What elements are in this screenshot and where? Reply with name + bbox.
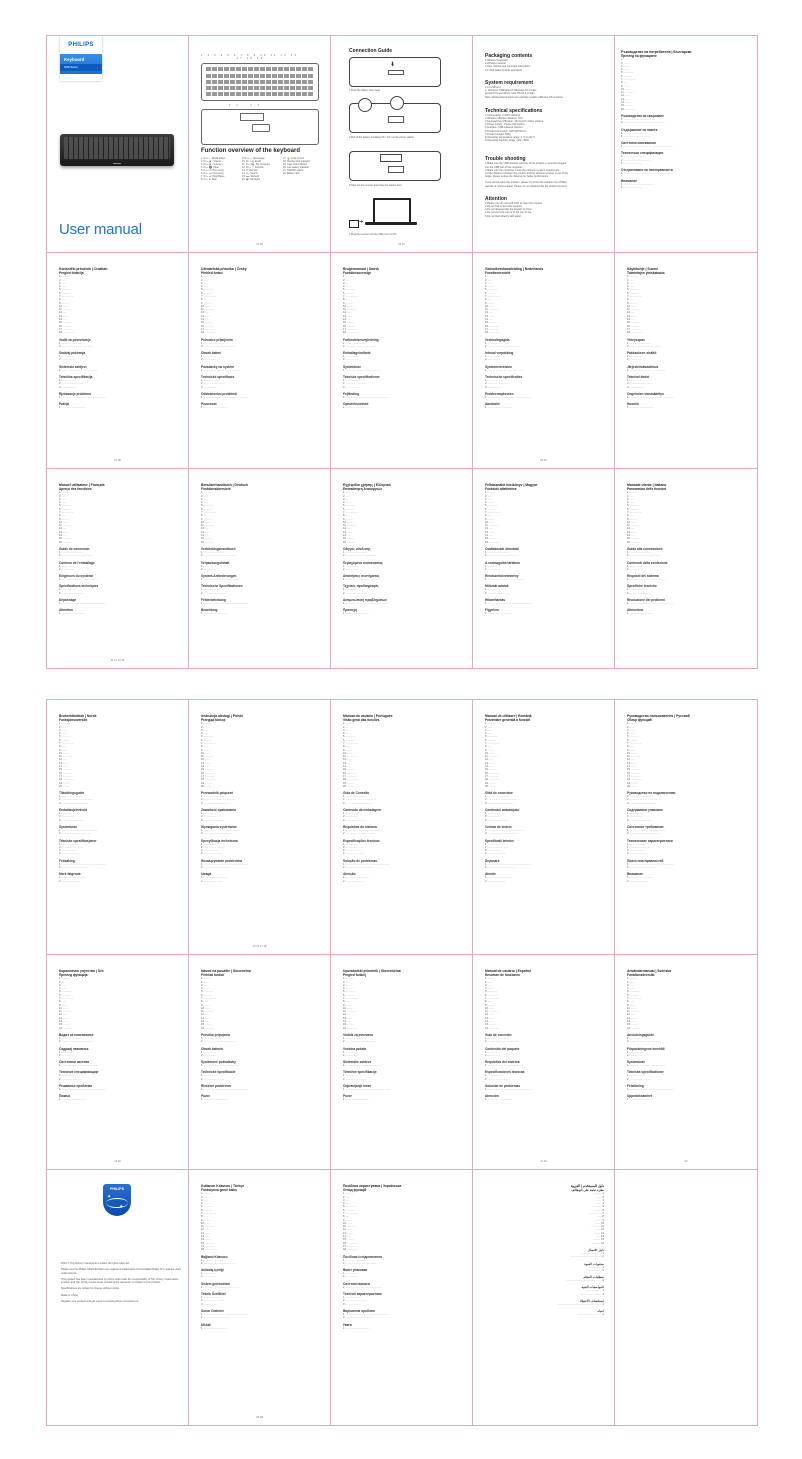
- step2-diagram: [349, 103, 441, 133]
- page-number: 09 10: [540, 459, 547, 462]
- step3-caption: 3.Take out the receiver and close the battery door.: [349, 184, 403, 187]
- page-lang-de: Benutzerhandbuch | Deutsch Funktionsübersicht 1 ............ 2 ...... 3 ...... 4 ........ 5 .............. 6 ............ 7 .................. 8 ...... 9 .......... 10 ........ 11 .............. 12 ...... 13 ........ 14 ...... 15 .......... 16 .............. Verbindungshandbuch 1 .............................. 2 ............................................ Verpackungsinhalt 1 .................. 2 .................. System-Anforderungen 1 .................................................. Technische Spezifikationen 1 ...................... 2 .............................. Fehlerbehebung 1 .............................................................. Beachtung 1 ..................................: [189, 469, 331, 668]
- model-number: SPK6307B: [64, 78, 74, 80]
- page-lang-sl: Uporabniški priročnik | Slovenščina Pregled funkcij 1 ............ 2 ...... 3 ...... 4 ........ 5 .............. 6 ............ 7 .................. 8 ...... 9 .......... 10 ........ 11 .............. 12 ...... 13 ........ 14 ...... 15 .......... 16 .............. Vodnik za povezavo 1 .............................. 2 ............................................ Vsebina paketa 1 .................. 2 .................. Sistemske zahteve 1 .................................................. Tehnične specifikacije 1 ...................... 2 .............................. Odpravljanje težav 1 .............................................................. Pozor 1 ..................................: [331, 955, 473, 1170]
- philips-badge: [60, 36, 102, 81]
- page-number: 23: [684, 1160, 688, 1163]
- legal-text: 2021 © Top Victory Investments Limited. All rights reserved. Philips and the Philips Shield Emblem are registered trademarks of Koninklijke Philips N.V. and are used under license. This product has been manufactured by and is sold under the responsibility of Top Victory Investments Limited, and Top Victory Investments Limited is the warrantor in relation to this product. Specifications are subject to change without notice. Made in China Register your product and get support at www.philips.com/welcome: [61, 1262, 181, 1304]
- page-lang-uk: Посібник користувача | Українська Огляд функцій 1 ............ 2 ...... 3 ...... 4 ........ 5 .............. 6 ............ 7 .................. 8 ...... 9 .......... 10 ........ 11 .............. 12 ...... 13 ........ 14 ...... 15 .......... 16 .............. 17 .............. 18 ................ Посібник із підключення 1 .............................. 2 ............................................ Вміст упаковки 1 .................. 2 .................. Системні вимоги 1 .................................................. Технічні характеристики 1 ...................... 2 .............................. 3 .................... Вирішення проблем 1 .............................................................. 2 ...................................... Увага 1 ..................................: [331, 1170, 473, 1425]
- page-lang-ar: دليل المستخدم | العربية نظرة عامة على الوظائف 1 ............ 2 ...... 3 ...... 4 ........ 5 .............. 6 ............ 7 .................. 8 ...... 9 .......... 10 ........ 11 .............. 12 ...... 13 ........ 14 ...... 15 .......... 16 .............. دليل الاتصال 1 .............................. 2 ............................................ محتويات العبوة 1 .................. 2 .................. متطلبات النظام 1 .................................................. المواصفات الفنية 1 ...................... 2 .............................. استكشاف الأخطاء 1 .............................................................. انتباه 1 ..................................: [473, 1170, 615, 1425]
- laptop-illustration: [373, 198, 411, 224]
- product-name: Keyboard: [64, 57, 85, 62]
- page-number: 21 22: [540, 1160, 547, 1163]
- page-lang-sk: Návod na použitie | Slovenčina Prehľad funkcií 1 ............ 2 ...... 3 ...... 4 ........ 5 .............. 6 ............ 7 .................. 8 ...... 9 .......... 10 ........ 11 .............. 12 ...... 13 ........ 14 ...... 15 .......... 16 .............. Príručka pripojenia 1 .............................. 2 ............................................ Obsah balenia 1 .................. 2 .................. Systémové požiadavky 1 .................................................. Technické špecifikácie 1 ...................... 2 .............................. Riešenie problémov 1 .............................................................. Pozor 1 ..................................: [189, 955, 331, 1170]
- keyboard-top-diagram: [201, 63, 319, 101]
- page-number: 07 08: [114, 459, 121, 462]
- page-number: 11 12 13 14: [110, 659, 125, 662]
- function-list: 1. Fn + ♪: Media player 2. Fn + 🔉: Volume - 3. Fn + 🔊: Volume + 4. Fn + 🔇: Mute 5. Fn + ⏮: Prev song 6. Fn + ⏭: Next song 7. Fn + ⏯: Play/Pause 8. Fn + ⏹: Stop 9. Fn + ⌂: Homepage 10. Fn + ✉: Email 11. Fn + 🖳: My computer 12. Fn + ☆: Favorite 13. ⟳: Refresh 14. 🔍: Search 15. ⟵: Refresh 16. ▦: Calculator 17. 🔒: Lock screen 18. Number lock indicator 19. Caps lock indicator 20. Low battery indicator 21. ON/OFF switch 22. Battery door: [201, 157, 311, 181]
- packaging-title: Packaging contents: [485, 53, 533, 59]
- page-function-overview: [189, 36, 331, 253]
- keyboard-bottom-diagram: [201, 109, 319, 145]
- page-blank: [615, 1170, 757, 1425]
- page-lang-pl: Instrukcja obsługi | Polski Przegląd funkcji 1 ............ 2 ...... 3 ...... 4 ........ 5 .............. 6 ............ 7 .................. 8 ...... 9 .......... 10 ........ 11 .............. 12 ...... 13 ........ 14 ...... 15 .......... 16 .............. 17 .............. 18 ................ 19 .......... 20 .......... Przewodnik połączeń 1 .............................. 2 ............................................ 3 ...................................... Zawartość opakowania 1 .................. 2 .................. 3 .............................. Wymagania systemowe 1 .................................................. 2 .......................................... Specyfikacja techniczna 1 ...................... 2 .............................. 3 .................... 4 .......................... Rozwiązywanie problemów 1 .............................................................. 2 ...................................... Uwaga 1 .................................. 2 .......................... 15 16 17 18: [189, 700, 331, 955]
- tech-spec-title: Technical specifications: [485, 107, 543, 114]
- step2-caption: 2.Pull off the battery insulating film. Turn on the power switch.: [349, 136, 414, 139]
- trouble-shooting-title: Trouble shooting: [485, 156, 526, 163]
- step1-diagram: ⬇: [349, 57, 441, 87]
- product-series: 3000 Series: [60, 64, 102, 71]
- page-lang-sr: Корисничко упутство | Srb Преглед функција 1 ............ 2 ...... 3 ...... 4 ........ 5 .............. 6 ............ 7 .................. 8 ...... 9 .......... 10 ........ 11 .............. 12 ...... 13 ........ 14 ...... 15 .......... 16 .............. Водич за повезивање 1 .............................. 2 ............................................ Садржај паковања 1 .................. 2 .................. Системски захтеви 1 .................................................. Техничке спецификације 1 ...................... 2 .............................. Решавање проблема 1 .............................................................. Пажња 1 .................................. 19 20: [47, 955, 189, 1170]
- page-lang-fi: Käyttöohje | Suomi Toimintojen yleiskatsaus 1 ............ 2 ...... 3 ...... 4 ........ 5 .............. 6 ............ 7 .................. 8 ...... 9 .......... 10 ........ 11 .............. 12 ...... 13 ........ 14 ...... 15 .......... 16 .............. 17 .............. 18 ................ Yhteysopas 1 .............................. 2 ............................................ Pakkauksen sisältö 1 .................. 2 .................. Järjestelmävaatimus 1 .................................................. Tekniset tiedot 1 ...................... 2 .............................. 3 .................... Ongelmien vianmääritys 1 .............................................................. Huomio 1 ..................................: [615, 253, 757, 469]
- page-connection-guide: [331, 36, 473, 253]
- page-lang-bg: Ръководство на потребителя | Български Преглед на функциите 1 ............ 2 .......... 3 .......... 4 ........ 5 .............. 6 ............ 7 .................. 8 ...... 9 .......... 10 ........ 11 .............. 12 ........ 13 ...... 14 ........ 15 .......... 16 .............. Ръководство за свързване 1 ............................................ 2 ........................................................... Съдържание на пакета 1 .......................... 2 ...................................... Системни изисквания 1 ...................................................................... Технически спецификации 1 ............................ 2 ...................................... 3 .......................... Отстраняване на неизправности 1 ...................................................................... Внимание 1 .......................................... 2 ..........................: [615, 36, 757, 253]
- page-lang-hu: Felhasználói kézikönyv | Magyar Funkciók áttekintése 1 ............ 2 ...... 3 ...... 4 ........ 5 .............. 6 ............ 7 .................. 8 ...... 9 .......... 10 ........ 11 .............. 12 ...... 13 ........ 14 ...... 15 .......... 16 .............. Csatlakozási útmutató 1 .............................. 2 ............................................ A csomagolás tartalma 1 .................. 2 .................. Rendszerkövetelmény 1 .................................................. Műszaki adatok 1 ...................... 2 .............................. Hibaelhárítás 1 .............................................................. Figyelem 1 ..................................: [473, 469, 615, 668]
- page-lang-cs: Uživatelská příručka | Česky Přehled funkcí 1 ............ 2 ...... 3 ...... 4 ........ 5 .............. 6 ............ 7 .................. 8 ...... 9 .......... 10 ........ 11 .............. 12 ...... 13 ........ 14 ...... 15 .......... 16 .............. 17 .............. 18 ................ Průvodce připojením 1 .............................. 2 ............................................ Obsah balení 1 .................. 2 .................. Požadavky na systém 1 .................................................. Technické specifikace 1 ...................... 2 .............................. 3 .................... Odstraňování problémů 1 .............................................................. Pozornost 1 ..................................: [189, 253, 331, 469]
- page-lang-it: Manuale utente | Italiano Panoramica delle funzioni 1 ............ 2 ...... 3 ...... 4 ........ 5 .............. 6 ............ 7 .................. 8 ...... 9 .......... 10 ........ 11 .............. 12 ...... 13 ........ 14 ...... 15 .......... 16 .............. Guida alla connessione 1 .............................. 2 ............................................ Contenuti della confezione 1 .................. 2 .................. Requisiti del sistema 1 .................................................. Specifiche tecniche 1 ...................... 2 .............................. Risoluzione dei problemi 1 .............................................................. Attenzione 1 ..................................: [615, 469, 757, 668]
- philips-shield-logo: PHILIPS ✦ ✦: [103, 1184, 131, 1216]
- brand-logo: PHILIPS: [68, 42, 94, 48]
- page-lang-pt: Manual do usuário | Português Visão geral das funções 1 ............ 2 ...... 3 ...... 4 ........ 5 .............. 6 ............ 7 .................. 8 ...... 9 .......... 10 ........ 11 .............. 12 ...... 13 ........ 14 ...... 15 .......... 16 .............. 17 .............. 18 ................ 19 .......... 20 .......... Guia de Conexão 1 .............................. 2 ............................................ 3 ...................................... Conteúdo da embalagem 1 .................. 2 .................. 3 .............................. Requisitos do sistema 1 .................................................. 2 .......................................... Especificações técnicas 1 ...................... 2 .............................. 3 .................... 4 .......................... Solução de problemas 1 .............................................................. 2 ...................................... Atenção 1 .................................. 2 ..........................: [331, 700, 473, 955]
- page-lang-no: Brukerhåndbok | Norsk Funksjonsoversikt 1 ............ 2 ...... 3 ...... 4 ........ 5 .............. 6 ............ 7 .................. 8 ...... 9 .......... 10 ........ 11 .............. 12 ...... 13 ........ 14 ...... 15 .......... 16 .............. 17 .............. 18 ................ 19 .......... 20 .......... Tilkoblingsguide 1 .............................. 2 ............................................ 3 ...................................... Emballasjeinnhold 1 .................. 2 .................. 3 .............................. Systemkrav 1 .................................................. 2 .......................................... Tekniske spesifikasjoner 1 ...................... 2 .............................. 3 .................... 4 .......................... Feilsøking 1 .............................................................. 2 ...................................... Merk følgende 1 .................................. 2 ..........................: [47, 700, 189, 955]
- page-lang-ru: Руководство пользователя | Русский Обзор функций 1 ............ 2 ...... 3 ...... 4 ........ 5 .............. 6 ............ 7 .................. 8 ...... 9 .......... 10 ........ 11 .............. 12 ...... 13 ........ 14 ...... 15 .......... 16 .............. 17 .............. 18 ................ 19 .......... 20 .......... Руководство по подключению 1 .............................. 2 ............................................ 3 ...................................... Содержимое упаковки 1 .................. 2 .................. 3 .............................. Системное требование 1 .................................................. 2 .......................................... Технические характеристики 1 ...................... 2 .............................. 3 .................... 4 .......................... Поиск неисправностей 1 .............................................................. 2 ...................................... Внимание 1 .................................. 2 ..........................: [615, 700, 757, 955]
- system-requirement-title: System requirement: [485, 79, 534, 86]
- callout-numbers-bottom: 21 22: [229, 104, 265, 107]
- attention-title: Attention: [485, 195, 507, 202]
- usb-receiver-icon: [349, 220, 359, 228]
- page-lang-el: Εγχειρίδιο χρήσης | Ελληνικά Επισκόπηση λειτουργιών 1 ............ 2 ...... 3 ...... 4 ........ 5 .............. 6 ............ 7 .................. 8 ...... 9 .......... 10 ........ 11 .............. 12 ...... 13 ........ 14 ...... 15 .......... 16 .............. Οδηγός σύνδεσης 1 .............................. 2 ............................................ Περιεχόμενα συσκευασίας 1 .................. 2 .................. Απαιτήσεις συστήματος 1 .................................................. Τεχνικές προδιαγραφές 1 ...................... 2 .............................. Αντιμετώπιση προβλημάτων 1 .............................................................. Προσοχή 1 ..................................: [331, 469, 473, 668]
- function-overview-title: Function overview of the keyboard: [201, 148, 301, 154]
- arrow-right-icon: ➔: [359, 219, 364, 225]
- step4-caption: 4.Plug the receiver into the USB port of a PC.: [349, 233, 398, 236]
- page-cover: [47, 36, 189, 253]
- page-number: 15 16 17 18: [252, 945, 267, 948]
- page-lang-sv: Användarmanual | Svenska Funktionsöversikt 1 ............ 2 ...... 3 ...... 4 ........ 5 .............. 6 ............ 7 .................. 8 ...... 9 .......... 10 ........ 11 .............. 12 ...... 13 ........ 14 ...... 15 .......... 16 .............. Anslutningsguide 1 .............................. 2 ............................................ Förpackningens innehåll 1 .................. 2 .................. Systemkrav 1 .................................................. Tekniska specifikationer 1 ...................... 2 .............................. Felsökning 1 .............................................................. Uppmärksamhet 1 .................................. 23: [615, 955, 757, 1170]
- page-number: 19 20: [114, 1160, 121, 1163]
- page-back-cover: [47, 1170, 189, 1425]
- page-lang-tr: Kullanım Kılavuzu | Türkçe Fonksiyona genel bakış 1 ............ 2 ...... 3 ...... 4 ........ 5 .............. 6 ............ 7 .................. 8 ...... 9 .......... 10 ........ 11 .............. 12 ...... 13 ........ 14 ...... 15 .......... 16 .............. 17 .............. 18 ................ Bağlantı Kılavuzu 1 .............................. 2 ............................................ Ambalaj içeriği 1 .................. 2 .................. Sistem gereksinimi 1 .................................................. Teknik Özellikler 1 ...................... 2 .............................. 3 .................... Sorun Giderme 1 .............................................................. 2 ...................................... Dikkat 1 .................................. 25 26: [189, 1170, 331, 1425]
- page-lang-es: Manual de usuario | Español Resumen de funciones 1 ............ 2 ...... 3 ...... 4 ........ 5 .............. 6 ............ 7 .................. 8 ...... 9 .......... 10 ........ 11 .............. 12 ...... 13 ........ 14 ...... 15 .......... 16 .............. Guía de conexión 1 .............................. 2 ............................................ Contenido del paquete 1 .................. 2 .................. Requisitos del sistema 1 .................................................. Especificaciones técnicas 1 ...................... 2 .............................. Solución de problemas 1 .............................................................. Atención 1 .................................. 21 22: [473, 955, 615, 1170]
- page-lang-da: Brugermanual | Dansk Funktionsoversigt 1 ............ 2 ...... 3 ...... 4 ........ 5 .............. 6 ............ 7 .................. 8 ...... 9 .......... 10 ........ 11 .............. 12 ...... 13 ........ 14 ...... 15 .......... 16 .............. 17 .............. 18 ................ Forbindelsesvejledning 1 .............................. 2 ............................................ Emballageindhold 1 .................. 2 .................. Systemkrav 1 .................................................. Tekniske specifikationer 1 ...................... 2 .............................. 3 .................... Fejlfinding 1 .............................................................. Opmærksomhed 1 ..................................: [331, 253, 473, 469]
- page-number: 25 26: [256, 1416, 263, 1419]
- keyboard-photo: [60, 134, 174, 166]
- page-lang-ro: Manual de utilizare | Română Prezentare generală a funcției 1 ............ 2 ...... 3 ...... 4 ........ 5 .............. 6 ............ 7 .................. 8 ...... 9 .......... 10 ........ 11 .............. 12 ...... 13 ........ 14 ...... 15 .......... 16 .............. 17 .............. 18 ................ 19 .......... 20 .......... Ghid de conectare 1 .............................. 2 ............................................ 3 ...................................... Conținutul ambalajului 1 .................. 2 .................. 3 .............................. Cerința de sistem 1 .................................................. 2 .......................................... Specificații tehnice 1 ...................... 2 .............................. 3 .................... 4 .......................... Depanare 1 .............................................................. 2 ...................................... Atenție 1 .................................. 2 ..........................: [473, 700, 615, 955]
- callout-numbers-top: 1 2 3 4 5 6 7 8 9 10 11 12 13 17 18 19: [201, 54, 299, 60]
- page-lang-nl: Gebruikershandleiding | Nederlands Functieoverzicht 1 ............ 2 ...... 3 ...... 4 ........ 5 .............. 6 ............ 7 .................. 8 ...... 9 .......... 10 ........ 11 .............. 12 ...... 13 ........ 14 ...... 15 .......... 16 .............. 17 .............. 18 ................ Verbindingsgids 1 .............................. 2 ............................................ Inhoud verpakking 1 .................. 2 .................. Systeemvereisten 1 .................................................. Technische specificaties 1 ...................... 2 .............................. 3 .................... Probleemoplossen 1 .............................................................. Aandacht 1 .................................. 09 10: [473, 253, 615, 469]
- cover-title: User manual: [59, 221, 142, 238]
- step1-caption: 1.Push the battery door away.: [349, 89, 381, 92]
- step3-diagram: [349, 151, 441, 181]
- page-number: 01 02: [256, 243, 263, 246]
- page-specs: Packaging contents 1.Wireless keyboard 2.Wireless receiver 3.User manual and important information 4.1*AAA battery(inside keyboard) System requirement 1.1x USB port 2. Windows 7/Windows 8 /Windows 10 or later, Android 5.0 and above, Mac OS 10.5 or later Note: Multimedia functions are partially invalid in different OS versions. Technical specifications 1.Connectivity: 2.4GHz wireless 2.Wireless effective distance: 10m 3.Keyboard keys/lifespan: 104 keys/3 million strokes 4.Power supply: 1*AAA 1.5V battery 5.Interface: USB wireless receiver 6.Product dimension: 440*140*24mm 7.Product weight: 525g 8.Operating temperature range: 0 °C to 40 °C 9.Operating humidity range: 10% - 85% Trouble shooting 1.Make sure the USB wireless receiver of the product is correctly plugged into the USB port of the computer. 2.Make sure the computer meets the minimum system requirement. 3.If the distance between the product and the wireless receiver is out of the range, please reduce the distance for better performance. If you cannot solve the problem, please try to find the solution from Philips website or nearest dealer. Please do not disassemble the product by force. Attention 1.Please use dry and soft cloth to clean the product. 2.Do not fold or bend the product. 3.Do not disassemble the product by force. 4.Do not put it the rain or in the sun or fire. 5.Do not flush directly with water.: [473, 36, 615, 253]
- page-lang-hr: Korisnički priručnik | Croatian Pregled funkcija 1 ............ 2 ...... 3 ...... 4 ........ 5 .............. 6 ............ 7 .................. 8 ...... 9 .......... 10 ........ 11 .............. 12 ...... 13 ........ 14 ...... 15 .......... 16 .............. 17 .............. 18 ................ Vodič za povezivanje 1 .............................. 2 ............................................ Sadržaj pakiranja 1 .................. 2 .................. Sistemski zahtjevi 1 .................................................. Tehnička specifikacija 1 ...................... 2 .............................. 3 .................... Rješavanje problema 1 .............................................................. Pažnja 1 .................................. 07 08: [47, 253, 189, 469]
- page-lang-fr: Manuel utilisateur | Français Aperçu des fonctions 1 ............ 2 ...... 3 ...... 4 ........ 5 .............. 6 ............ 7 .................. 8 ...... 9 .......... 10 ........ 11 .............. 12 ...... 13 ........ 14 ...... 15 .......... 16 .............. Guide de connexion 1 .............................. 2 ............................................ Contenu de l'emballage 1 .................. 2 .................. Exigences du système 1 .................................................. Spécifications techniques 1 ...................... 2 .............................. Dépannage 1 .............................................................. Attention 1 .................................. 11 12 13 14: [47, 469, 189, 668]
- page-number: 03 04: [398, 243, 405, 246]
- connection-guide-title: Connection Guide: [349, 48, 393, 54]
